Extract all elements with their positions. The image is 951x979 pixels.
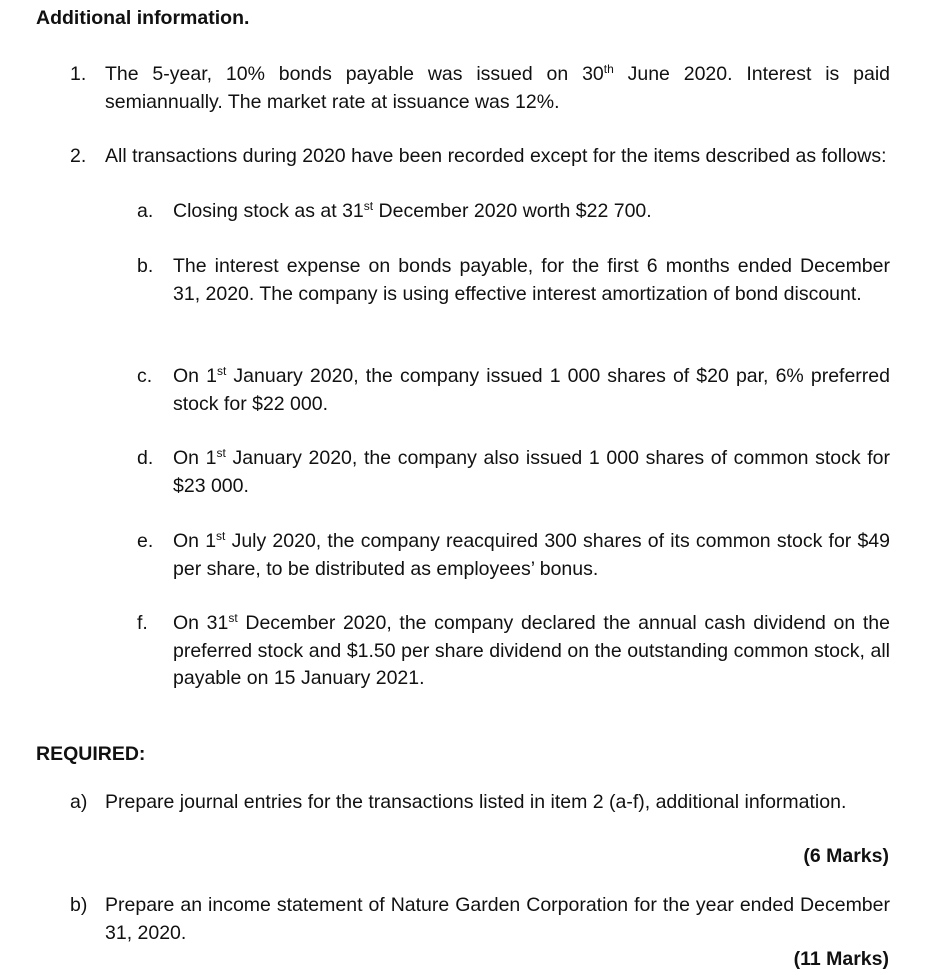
task-text: Prepare an income statement of Nature Garden Corporation for the year ended December 31, 2020. [105, 894, 890, 944]
subitem-letter: e. [137, 530, 154, 552]
subitem-text: On 1st July 2020, the company reacquired 300 shares of its common stock for $49 per share, to be distributed as employees’ bonus. [173, 529, 890, 580]
subitem-b [137, 253, 890, 337]
item-number: 2. [70, 145, 87, 167]
subitem-c [137, 363, 890, 419]
task-label: a) [70, 791, 88, 813]
subitem-letter: f. [137, 612, 148, 634]
required-heading: REQUIRED: [36, 743, 146, 765]
subitem-f [137, 610, 890, 694]
task-text: Prepare journal entries for the transactions listed in item 2 (a-f), additional information. [105, 791, 847, 813]
info-item-1 [70, 61, 890, 117]
item-text: All transactions during 2020 have been recorded except for the items described as follows: [105, 145, 887, 167]
subitem-a [137, 198, 890, 226]
subitem-letter: c. [137, 365, 153, 387]
subitem-text: On 1st January 2020, the company issued 1 000 shares of $20 par, 6% preferred stock for $22 000. [173, 364, 890, 415]
item-text: The 5-year, 10% bonds payable was issued on 30th June 2020. Interest is paid semiannually. The market rate at issuance was 12%. [105, 62, 891, 113]
required-task-a [70, 789, 890, 845]
subitem-letter: a. [137, 200, 154, 222]
task-a-marks: (6 Marks) [803, 845, 889, 867]
item-number: 1. [70, 63, 87, 85]
subitem-text: On 1st January 2020, the company also issued 1 000 shares of common stock for $23 000. [173, 446, 891, 497]
subitem-d [137, 445, 890, 501]
additional-info-heading: Additional information. [36, 7, 250, 29]
required-task-b [70, 892, 890, 948]
task-b-marks: (11 Marks) [793, 948, 889, 970]
subitem-text: On 31st December 2020, the company declared the annual cash dividend on the preferred stock and $1.50 per share dividend on the outstanding common stock, all payable on 15 January 2021. [173, 611, 890, 689]
subitem-letter: b. [137, 255, 154, 277]
task-label: b) [70, 894, 88, 916]
info-item-2 [70, 143, 890, 199]
subitem-text: The interest expense on bonds payable, for the first 6 months ended December 31, 2020. The company is using effective interest amortization of bond discount. [173, 255, 890, 305]
subitem-e [137, 528, 890, 584]
subitem-letter: d. [137, 447, 154, 469]
subitem-text: Closing stock as at 31st December 2020 worth $22 700. [173, 199, 652, 222]
